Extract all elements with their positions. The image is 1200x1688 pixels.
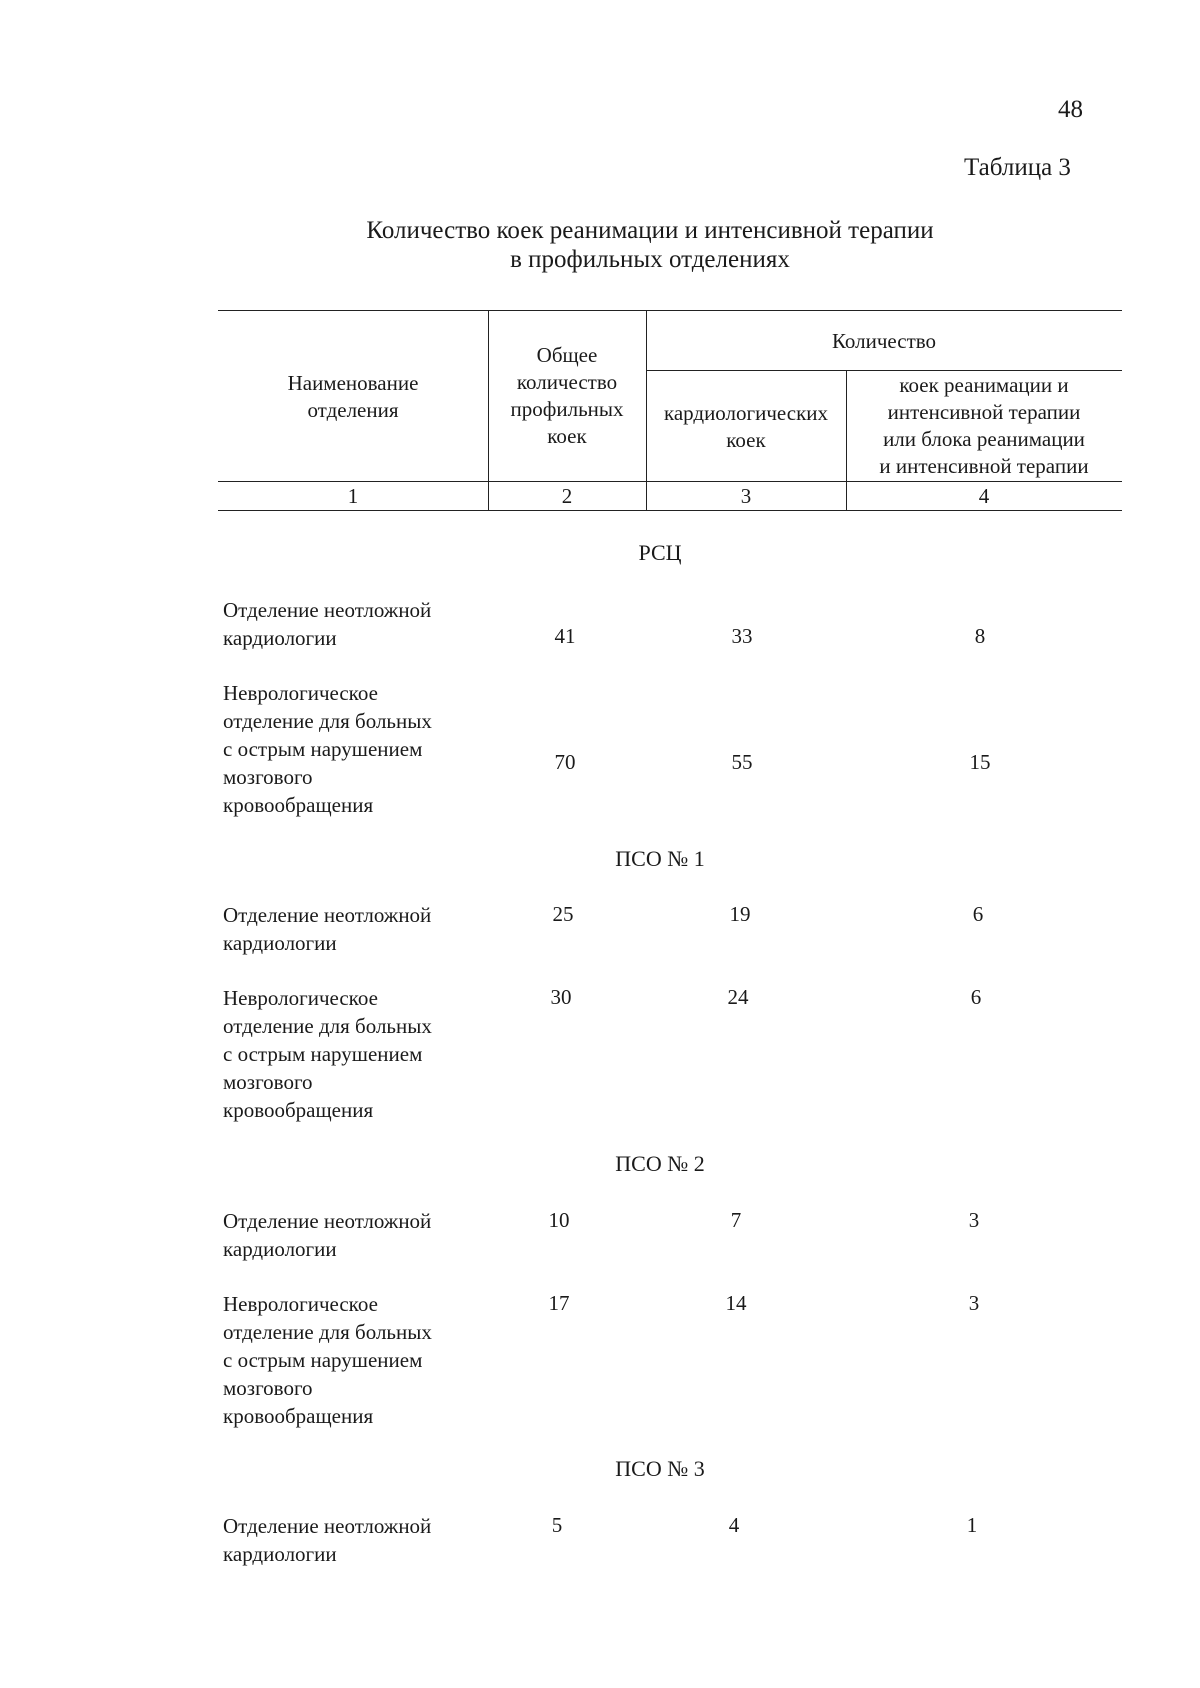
cell-cardio: 14 (725, 1291, 747, 1315)
section-title: ПСО № 3 (615, 1456, 705, 1481)
cell-total: 5 (551, 1513, 563, 1537)
cell-total: 41 (554, 624, 576, 648)
cell-total: 30 (550, 985, 572, 1009)
col-number-4: 4 (978, 484, 990, 508)
header-group: Количество (831, 329, 937, 353)
section-title: РСЦ (638, 540, 682, 565)
section-title: ПСО № 1 (615, 846, 705, 871)
cell-total: 17 (548, 1291, 570, 1315)
row-name: Отделение неотложной кардиологии (223, 903, 432, 955)
cell-icu: 3 (968, 1291, 980, 1315)
row-name: Неврологическое отделение для больных с острым нарушением мозгового кровообращения (223, 1292, 432, 1428)
cell-total: 70 (554, 750, 576, 774)
cell-cardio: 19 (729, 902, 751, 926)
row-name: Неврологическое отделение для больных с острым нарушением мозгового кровообращения (223, 681, 432, 817)
cell-icu: 1 (966, 1513, 978, 1537)
numbers-bottom-rule (218, 510, 1122, 511)
row-name: Отделение неотложной кардиологии (223, 1209, 432, 1261)
cell-icu: 15 (969, 750, 991, 774)
cell-icu: 6 (970, 985, 982, 1009)
cell-total: 25 (552, 902, 574, 926)
header-top-rule (218, 310, 1122, 311)
table-label: Таблица 3 (964, 154, 1071, 181)
row-name: Отделение неотложной кардиологии (223, 598, 432, 650)
header-bottom-rule (218, 481, 1122, 482)
col-number-1: 1 (347, 484, 359, 508)
cell-icu: 6 (972, 902, 984, 926)
col-number-3: 3 (740, 484, 752, 508)
table-caption (250, 216, 1050, 274)
cell-cardio: 33 (731, 624, 753, 648)
header-col4: коек реанимации и интенсивной терапии или блока реанимации и интенсивной терапии (879, 373, 1089, 478)
cell-icu: 3 (968, 1208, 980, 1232)
cell-cardio: 7 (730, 1208, 742, 1232)
group-rule (646, 370, 1122, 371)
caption-line-2: в профильных отделениях (510, 246, 790, 273)
cell-cardio: 24 (727, 985, 749, 1009)
header-col2: Общее количество профильных коек (510, 343, 624, 448)
section-title: ПСО № 2 (615, 1151, 705, 1176)
header-col1: Наименование отделения (287, 371, 419, 422)
caption-line-1: Количество коек реанимации и интенсивной терапии (366, 217, 934, 244)
cell-total: 10 (548, 1208, 570, 1232)
cell-cardio: 55 (731, 750, 753, 774)
cell-cardio: 4 (728, 1513, 740, 1537)
col-number-2: 2 (561, 484, 573, 508)
page-number: 48 (1058, 96, 1083, 123)
row-name: Неврологическое отделение для больных с острым нарушением мозгового кровообращения (223, 986, 432, 1122)
header-col3: кардиологических коек (663, 401, 829, 452)
cell-icu: 8 (974, 624, 986, 648)
row-name: Отделение неотложной кардиологии (223, 1514, 432, 1566)
